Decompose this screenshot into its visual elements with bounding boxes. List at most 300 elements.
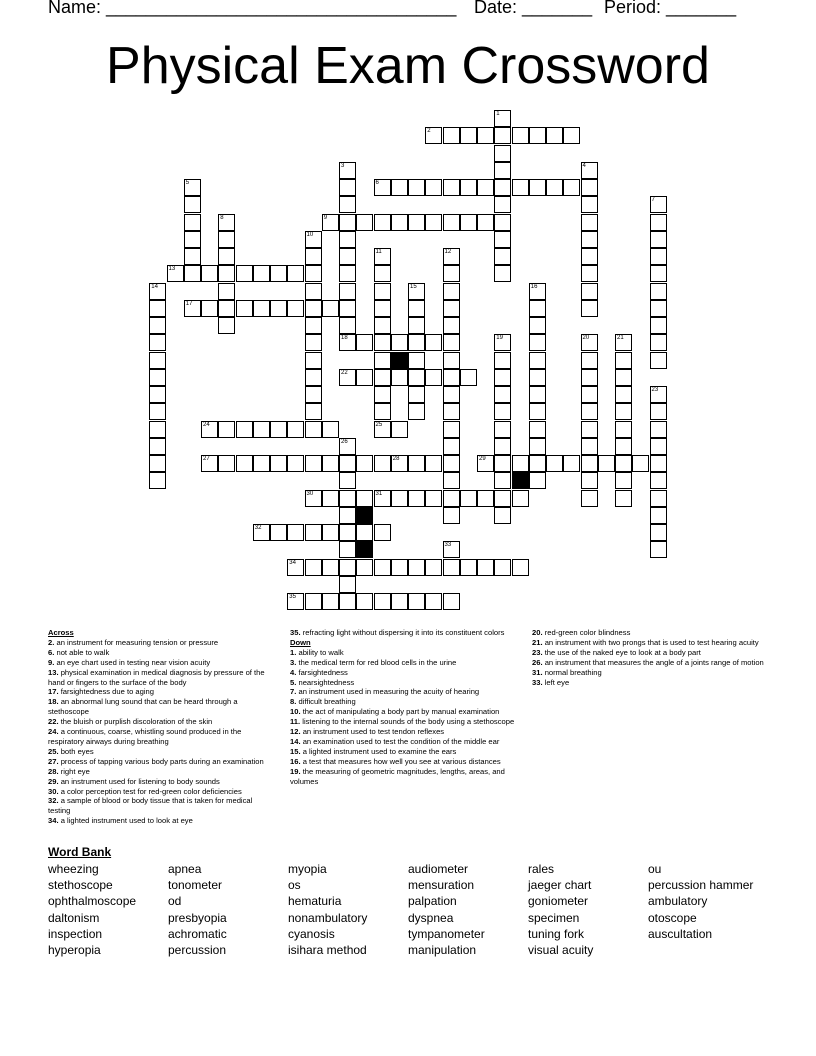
crossword-cell[interactable] bbox=[218, 214, 235, 231]
crossword-cell[interactable] bbox=[305, 559, 322, 576]
crossword-cell[interactable] bbox=[374, 455, 391, 472]
crossword-cell[interactable] bbox=[149, 283, 166, 300]
crossword-cell[interactable] bbox=[581, 352, 598, 369]
crossword-cell[interactable] bbox=[356, 369, 373, 386]
crossword-cell[interactable] bbox=[305, 490, 322, 507]
crossword-cell[interactable] bbox=[529, 352, 546, 369]
crossword-cell[interactable] bbox=[443, 507, 460, 524]
crossword-cell[interactable] bbox=[374, 421, 391, 438]
crossword-cell[interactable] bbox=[650, 265, 667, 282]
crossword-cell[interactable] bbox=[339, 334, 356, 351]
crossword-cell[interactable] bbox=[218, 317, 235, 334]
crossword-cell[interactable] bbox=[477, 214, 494, 231]
crossword-cell[interactable] bbox=[650, 455, 667, 472]
crossword-cell[interactable] bbox=[615, 421, 632, 438]
crossword-cell[interactable] bbox=[287, 300, 304, 317]
crossword-cell[interactable] bbox=[184, 196, 201, 213]
crossword-cell[interactable] bbox=[650, 352, 667, 369]
crossword-cell[interactable] bbox=[529, 386, 546, 403]
crossword-cell[interactable] bbox=[615, 455, 632, 472]
crossword-cell[interactable] bbox=[460, 179, 477, 196]
crossword-cell[interactable] bbox=[322, 421, 339, 438]
crossword-cell[interactable] bbox=[408, 334, 425, 351]
crossword-cell[interactable] bbox=[650, 524, 667, 541]
crossword-cell[interactable] bbox=[287, 421, 304, 438]
crossword-cell[interactable] bbox=[650, 283, 667, 300]
crossword-cell[interactable] bbox=[356, 524, 373, 541]
crossword-cell[interactable] bbox=[615, 403, 632, 420]
crossword-cell[interactable] bbox=[305, 300, 322, 317]
crossword-cell[interactable] bbox=[650, 421, 667, 438]
crossword-cell[interactable] bbox=[529, 438, 546, 455]
clue-text: a sample of blood or body tissue that is taken for medical testing bbox=[48, 796, 253, 816]
crossword-cell[interactable] bbox=[460, 214, 477, 231]
crossword-cell[interactable] bbox=[615, 386, 632, 403]
crossword-cell[interactable] bbox=[339, 490, 356, 507]
crossword-cell[interactable] bbox=[408, 214, 425, 231]
crossword-cell[interactable] bbox=[339, 576, 356, 593]
clue-text: a lighted instrument used to examine the ears bbox=[302, 746, 457, 756]
crossword-cell[interactable] bbox=[615, 334, 632, 351]
crossword-cell[interactable] bbox=[443, 472, 460, 489]
crossword-cell[interactable] bbox=[650, 214, 667, 231]
crossword-cell[interactable] bbox=[494, 421, 511, 438]
crossword-cell[interactable] bbox=[443, 179, 460, 196]
crossword-cell[interactable] bbox=[391, 593, 408, 610]
crossword-cell[interactable] bbox=[650, 403, 667, 420]
crossword-cell[interactable] bbox=[305, 386, 322, 403]
crossword-cell[interactable] bbox=[374, 317, 391, 334]
crossword-cell[interactable] bbox=[374, 248, 391, 265]
crossword-cell[interactable] bbox=[425, 593, 442, 610]
crossword-cell[interactable] bbox=[581, 196, 598, 213]
crossword-cell[interactable] bbox=[512, 179, 529, 196]
crossword-cell[interactable] bbox=[322, 593, 339, 610]
crossword-cell[interactable] bbox=[339, 179, 356, 196]
crossword-cell[interactable] bbox=[650, 248, 667, 265]
crossword-cell[interactable] bbox=[391, 490, 408, 507]
crossword-cell[interactable] bbox=[322, 559, 339, 576]
crossword-cell[interactable] bbox=[598, 455, 615, 472]
crossword-cell[interactable] bbox=[218, 231, 235, 248]
crossword-cell[interactable] bbox=[184, 214, 201, 231]
crossword-cell[interactable] bbox=[218, 248, 235, 265]
crossword-cell[interactable] bbox=[494, 386, 511, 403]
crossword-cell[interactable] bbox=[322, 490, 339, 507]
crossword-cell[interactable] bbox=[650, 300, 667, 317]
crossword-cell[interactable] bbox=[408, 559, 425, 576]
crossword-cell[interactable] bbox=[581, 403, 598, 420]
crossword-cell[interactable] bbox=[494, 507, 511, 524]
crossword-cell[interactable] bbox=[581, 214, 598, 231]
crossword-cell[interactable] bbox=[374, 300, 391, 317]
crossword-cell[interactable] bbox=[322, 524, 339, 541]
crossword-cell[interactable] bbox=[425, 559, 442, 576]
crossword-cell[interactable] bbox=[529, 300, 546, 317]
crossword-cell[interactable] bbox=[408, 386, 425, 403]
crossword-cell[interactable] bbox=[339, 369, 356, 386]
crossword-cell[interactable] bbox=[391, 421, 408, 438]
crossword-cell[interactable] bbox=[391, 334, 408, 351]
crossword-cell[interactable] bbox=[339, 231, 356, 248]
crossword-cell[interactable] bbox=[581, 490, 598, 507]
crossword-cell[interactable] bbox=[149, 369, 166, 386]
crossword-cell[interactable] bbox=[374, 265, 391, 282]
crossword-cell[interactable] bbox=[270, 421, 287, 438]
crossword-cell[interactable] bbox=[494, 127, 511, 144]
crossword-cell[interactable] bbox=[305, 369, 322, 386]
crossword-cell[interactable] bbox=[443, 386, 460, 403]
crossword-cell[interactable] bbox=[443, 403, 460, 420]
crossword-cell[interactable] bbox=[339, 524, 356, 541]
crossword-cell[interactable] bbox=[356, 214, 373, 231]
crossword-cell[interactable] bbox=[149, 317, 166, 334]
crossword-cell[interactable] bbox=[408, 490, 425, 507]
crossword-cell[interactable] bbox=[339, 559, 356, 576]
crossword-cell[interactable] bbox=[374, 283, 391, 300]
crossword-cell[interactable] bbox=[149, 472, 166, 489]
crossword-cell[interactable] bbox=[443, 214, 460, 231]
crossword-cell[interactable] bbox=[443, 352, 460, 369]
crossword-cell[interactable] bbox=[305, 352, 322, 369]
crossword-cell[interactable] bbox=[339, 593, 356, 610]
crossword-cell[interactable] bbox=[494, 196, 511, 213]
crossword-cell[interactable] bbox=[494, 438, 511, 455]
crossword-cell[interactable] bbox=[374, 490, 391, 507]
crossword-cell[interactable] bbox=[184, 231, 201, 248]
crossword-cell[interactable] bbox=[322, 455, 339, 472]
crossword-cell[interactable] bbox=[374, 524, 391, 541]
crossword-cell[interactable] bbox=[581, 231, 598, 248]
crossword-cell[interactable] bbox=[374, 352, 391, 369]
crossword-cell[interactable] bbox=[287, 265, 304, 282]
crossword-cell[interactable] bbox=[546, 455, 563, 472]
crossword-cell[interactable] bbox=[270, 455, 287, 472]
crossword-cell[interactable] bbox=[287, 593, 304, 610]
crossword-cell[interactable] bbox=[650, 231, 667, 248]
crossword-cell[interactable] bbox=[425, 455, 442, 472]
crossword-cell[interactable] bbox=[581, 386, 598, 403]
crossword-cell[interactable] bbox=[391, 179, 408, 196]
crossword-cell[interactable] bbox=[529, 472, 546, 489]
crossword-cell[interactable] bbox=[339, 438, 356, 455]
crossword-cell[interactable] bbox=[408, 300, 425, 317]
crossword-cell[interactable] bbox=[443, 369, 460, 386]
crossword-cell[interactable] bbox=[356, 490, 373, 507]
crossword-cell[interactable] bbox=[650, 472, 667, 489]
crossword-cell[interactable] bbox=[218, 283, 235, 300]
crossword-cell[interactable] bbox=[218, 455, 235, 472]
crossword-cell[interactable] bbox=[581, 369, 598, 386]
crossword-cell[interactable] bbox=[201, 265, 218, 282]
crossword-cell[interactable] bbox=[287, 559, 304, 576]
crossword-cell[interactable] bbox=[339, 317, 356, 334]
crossword-cell[interactable] bbox=[374, 369, 391, 386]
crossword-cell[interactable] bbox=[529, 334, 546, 351]
crossword-cell[interactable] bbox=[615, 369, 632, 386]
crossword-cell[interactable] bbox=[374, 593, 391, 610]
crossword-cell[interactable] bbox=[494, 110, 511, 127]
crossword-cell[interactable] bbox=[494, 455, 511, 472]
crossword-cell[interactable] bbox=[184, 300, 201, 317]
crossword-cell[interactable] bbox=[322, 300, 339, 317]
name-line[interactable]: Name: ___________________________________ bbox=[48, 0, 457, 17]
crossword-cell[interactable] bbox=[339, 265, 356, 282]
crossword-cell[interactable] bbox=[374, 334, 391, 351]
crossword-cell[interactable] bbox=[305, 524, 322, 541]
period-line[interactable]: Period: _______ bbox=[604, 0, 737, 17]
crossword-cell[interactable] bbox=[581, 421, 598, 438]
crossword-cell[interactable] bbox=[443, 559, 460, 576]
crossword-cell[interactable] bbox=[460, 490, 477, 507]
crossword-cell[interactable] bbox=[615, 352, 632, 369]
crossword-cell[interactable] bbox=[408, 352, 425, 369]
crossword-cell[interactable] bbox=[443, 127, 460, 144]
crossword-cell[interactable] bbox=[270, 300, 287, 317]
crossword-cell[interactable] bbox=[270, 265, 287, 282]
crossword-cell[interactable] bbox=[408, 369, 425, 386]
crossword-cell[interactable] bbox=[529, 179, 546, 196]
crossword-cell[interactable] bbox=[339, 162, 356, 179]
crossword-cell[interactable] bbox=[425, 334, 442, 351]
crossword-cell[interactable] bbox=[650, 317, 667, 334]
crossword-cell[interactable] bbox=[149, 421, 166, 438]
crossword-cell[interactable] bbox=[184, 265, 201, 282]
crossword-cell[interactable] bbox=[494, 403, 511, 420]
crossword-cell[interactable] bbox=[201, 421, 218, 438]
crossword-cell[interactable] bbox=[650, 386, 667, 403]
crossword-cell[interactable] bbox=[581, 248, 598, 265]
crossword-cell[interactable] bbox=[408, 283, 425, 300]
crossword-cell[interactable] bbox=[305, 283, 322, 300]
crossword-cell[interactable] bbox=[650, 196, 667, 213]
crossword-cell[interactable] bbox=[305, 248, 322, 265]
crossword-cell[interactable] bbox=[425, 369, 442, 386]
crossword-cell[interactable] bbox=[494, 214, 511, 231]
clue-number: 21 bbox=[617, 335, 624, 342]
crossword-cell[interactable] bbox=[391, 369, 408, 386]
crossword-cell[interactable] bbox=[494, 179, 511, 196]
crossword-cell[interactable] bbox=[339, 507, 356, 524]
crossword-cell[interactable] bbox=[305, 265, 322, 282]
crossword-cell[interactable] bbox=[650, 541, 667, 558]
crossword-cell[interactable] bbox=[425, 490, 442, 507]
crossword-cell[interactable] bbox=[581, 438, 598, 455]
crossword-cell[interactable] bbox=[339, 541, 356, 558]
crossword-cell[interactable] bbox=[650, 438, 667, 455]
crossword-cell[interactable] bbox=[253, 300, 270, 317]
crossword-cell[interactable] bbox=[253, 524, 270, 541]
crossword-cell[interactable] bbox=[477, 559, 494, 576]
crossword-cell[interactable] bbox=[581, 283, 598, 300]
crossword-cell[interactable] bbox=[477, 490, 494, 507]
crossword-cell[interactable] bbox=[149, 455, 166, 472]
crossword-cell[interactable] bbox=[339, 214, 356, 231]
crossword-cell[interactable] bbox=[425, 127, 442, 144]
crossword-cell[interactable] bbox=[529, 317, 546, 334]
crossword-cell[interactable] bbox=[615, 490, 632, 507]
crossword-cell[interactable] bbox=[339, 196, 356, 213]
crossword-cell[interactable] bbox=[356, 334, 373, 351]
crossword-cell[interactable] bbox=[563, 127, 580, 144]
crossword-cell[interactable] bbox=[391, 455, 408, 472]
crossword-cell[interactable] bbox=[512, 127, 529, 144]
crossword-cell[interactable] bbox=[563, 455, 580, 472]
crossword-cell[interactable] bbox=[512, 490, 529, 507]
crossword-cell[interactable] bbox=[529, 369, 546, 386]
crossword-cell[interactable] bbox=[149, 300, 166, 317]
crossword-cell[interactable] bbox=[322, 214, 339, 231]
crossword-cell[interactable] bbox=[494, 145, 511, 162]
crossword-cell[interactable] bbox=[408, 317, 425, 334]
crossword-cell[interactable] bbox=[218, 300, 235, 317]
crossword-cell[interactable] bbox=[356, 593, 373, 610]
crossword-cell[interactable] bbox=[408, 455, 425, 472]
crossword-cell[interactable] bbox=[615, 472, 632, 489]
crossword-cell[interactable] bbox=[546, 127, 563, 144]
crossword-cell[interactable] bbox=[529, 283, 546, 300]
crossword-cell[interactable] bbox=[236, 265, 253, 282]
crossword-cell[interactable] bbox=[408, 593, 425, 610]
crossword-cell[interactable] bbox=[149, 438, 166, 455]
crossword-cell[interactable] bbox=[563, 179, 580, 196]
crossword-cell[interactable] bbox=[339, 283, 356, 300]
crossword-cell[interactable] bbox=[184, 248, 201, 265]
crossword-cell[interactable] bbox=[494, 231, 511, 248]
date-line[interactable]: Date: _______ bbox=[474, 0, 593, 17]
crossword-cell[interactable] bbox=[287, 455, 304, 472]
crossword-cell[interactable] bbox=[253, 455, 270, 472]
clue-number-label: 16. bbox=[290, 756, 301, 766]
crossword-cell[interactable] bbox=[305, 317, 322, 334]
crossword-cell[interactable] bbox=[529, 455, 546, 472]
crossword-cell[interactable] bbox=[356, 559, 373, 576]
crossword-cell[interactable] bbox=[443, 421, 460, 438]
crossword-cell[interactable] bbox=[374, 559, 391, 576]
crossword-cell[interactable] bbox=[149, 334, 166, 351]
crossword-cell[interactable] bbox=[494, 472, 511, 489]
crossword-cell[interactable] bbox=[494, 559, 511, 576]
crossword-cell[interactable] bbox=[149, 386, 166, 403]
crossword-cell[interactable] bbox=[218, 421, 235, 438]
crossword-cell[interactable] bbox=[615, 438, 632, 455]
crossword-cell[interactable] bbox=[391, 559, 408, 576]
crossword-cell[interactable] bbox=[477, 127, 494, 144]
crossword-cell[interactable] bbox=[494, 352, 511, 369]
crossword-cell[interactable] bbox=[339, 472, 356, 489]
crossword-cell[interactable] bbox=[305, 403, 322, 420]
crossword-cell[interactable] bbox=[236, 421, 253, 438]
crossword-cell[interactable] bbox=[339, 455, 356, 472]
crossword-cell[interactable] bbox=[529, 127, 546, 144]
crossword-cell[interactable] bbox=[581, 162, 598, 179]
crossword-cell[interactable] bbox=[270, 524, 287, 541]
crossword-cell[interactable] bbox=[305, 455, 322, 472]
crossword-cell[interactable] bbox=[149, 403, 166, 420]
crossword-cell[interactable] bbox=[443, 265, 460, 282]
crossword-cell[interactable] bbox=[581, 179, 598, 196]
crossword-cell[interactable] bbox=[443, 283, 460, 300]
crossword-cell[interactable] bbox=[149, 352, 166, 369]
crossword-cell[interactable] bbox=[494, 248, 511, 265]
crossword-cell[interactable] bbox=[443, 455, 460, 472]
crossword-cell[interactable] bbox=[494, 334, 511, 351]
crossword-cell[interactable] bbox=[339, 248, 356, 265]
crossword-cell[interactable] bbox=[167, 265, 184, 282]
crossword-cell[interactable] bbox=[374, 179, 391, 196]
crossword-cell[interactable] bbox=[443, 541, 460, 558]
crossword-cell[interactable] bbox=[529, 403, 546, 420]
crossword-cell[interactable] bbox=[305, 421, 322, 438]
crossword-cell[interactable] bbox=[339, 300, 356, 317]
crossword-cell[interactable] bbox=[512, 455, 529, 472]
crossword-cell[interactable] bbox=[391, 214, 408, 231]
crossword-cell[interactable] bbox=[494, 162, 511, 179]
crossword-cell[interactable] bbox=[581, 472, 598, 489]
crossword-cell[interactable] bbox=[236, 455, 253, 472]
crossword-cell[interactable] bbox=[305, 593, 322, 610]
crossword-cell[interactable] bbox=[236, 300, 253, 317]
crossword-cell[interactable] bbox=[460, 559, 477, 576]
crossword-cell[interactable] bbox=[184, 179, 201, 196]
crossword-cell[interactable] bbox=[305, 231, 322, 248]
crossword-cell[interactable] bbox=[443, 248, 460, 265]
crossword-cell[interactable] bbox=[494, 490, 511, 507]
crossword-cell[interactable] bbox=[494, 369, 511, 386]
crossword-cell[interactable] bbox=[443, 300, 460, 317]
crossword-cell[interactable] bbox=[408, 403, 425, 420]
crossword-cell[interactable] bbox=[512, 559, 529, 576]
crossword-cell[interactable] bbox=[460, 369, 477, 386]
crossword-cell[interactable] bbox=[253, 421, 270, 438]
crossword-cell[interactable] bbox=[201, 455, 218, 472]
crossword-cell[interactable] bbox=[305, 334, 322, 351]
crossword-cell[interactable] bbox=[425, 179, 442, 196]
crossword-cell[interactable] bbox=[287, 524, 304, 541]
crossword-cell[interactable] bbox=[374, 403, 391, 420]
crossword-cell[interactable] bbox=[632, 455, 649, 472]
across-heading: Across bbox=[48, 628, 74, 637]
black-cell bbox=[512, 472, 529, 489]
crossword-cell[interactable] bbox=[477, 455, 494, 472]
crossword-cell[interactable] bbox=[477, 179, 494, 196]
crossword-cell[interactable] bbox=[494, 265, 511, 282]
crossword-cell[interactable] bbox=[581, 265, 598, 282]
crossword-cell[interactable] bbox=[374, 386, 391, 403]
crossword-cell[interactable] bbox=[581, 300, 598, 317]
crossword-cell[interactable] bbox=[650, 490, 667, 507]
crossword-cell[interactable] bbox=[201, 300, 218, 317]
crossword-cell[interactable] bbox=[581, 455, 598, 472]
crossword-cell[interactable] bbox=[425, 214, 442, 231]
crossword-cell[interactable] bbox=[546, 179, 563, 196]
crossword-cell[interactable] bbox=[408, 179, 425, 196]
crossword-cell[interactable] bbox=[443, 593, 460, 610]
crossword-cell[interactable] bbox=[443, 490, 460, 507]
crossword-cell[interactable] bbox=[443, 317, 460, 334]
crossword-cell[interactable] bbox=[529, 421, 546, 438]
crossword-cell[interactable] bbox=[374, 214, 391, 231]
crossword-cell[interactable] bbox=[443, 438, 460, 455]
crossword-cell[interactable] bbox=[581, 334, 598, 351]
crossword-cell[interactable] bbox=[253, 265, 270, 282]
crossword-cell[interactable] bbox=[356, 455, 373, 472]
crossword-cell[interactable] bbox=[443, 334, 460, 351]
crossword-cell[interactable] bbox=[650, 507, 667, 524]
crossword-cell[interactable] bbox=[460, 127, 477, 144]
crossword-cell[interactable] bbox=[218, 265, 235, 282]
crossword-cell[interactable] bbox=[650, 334, 667, 351]
